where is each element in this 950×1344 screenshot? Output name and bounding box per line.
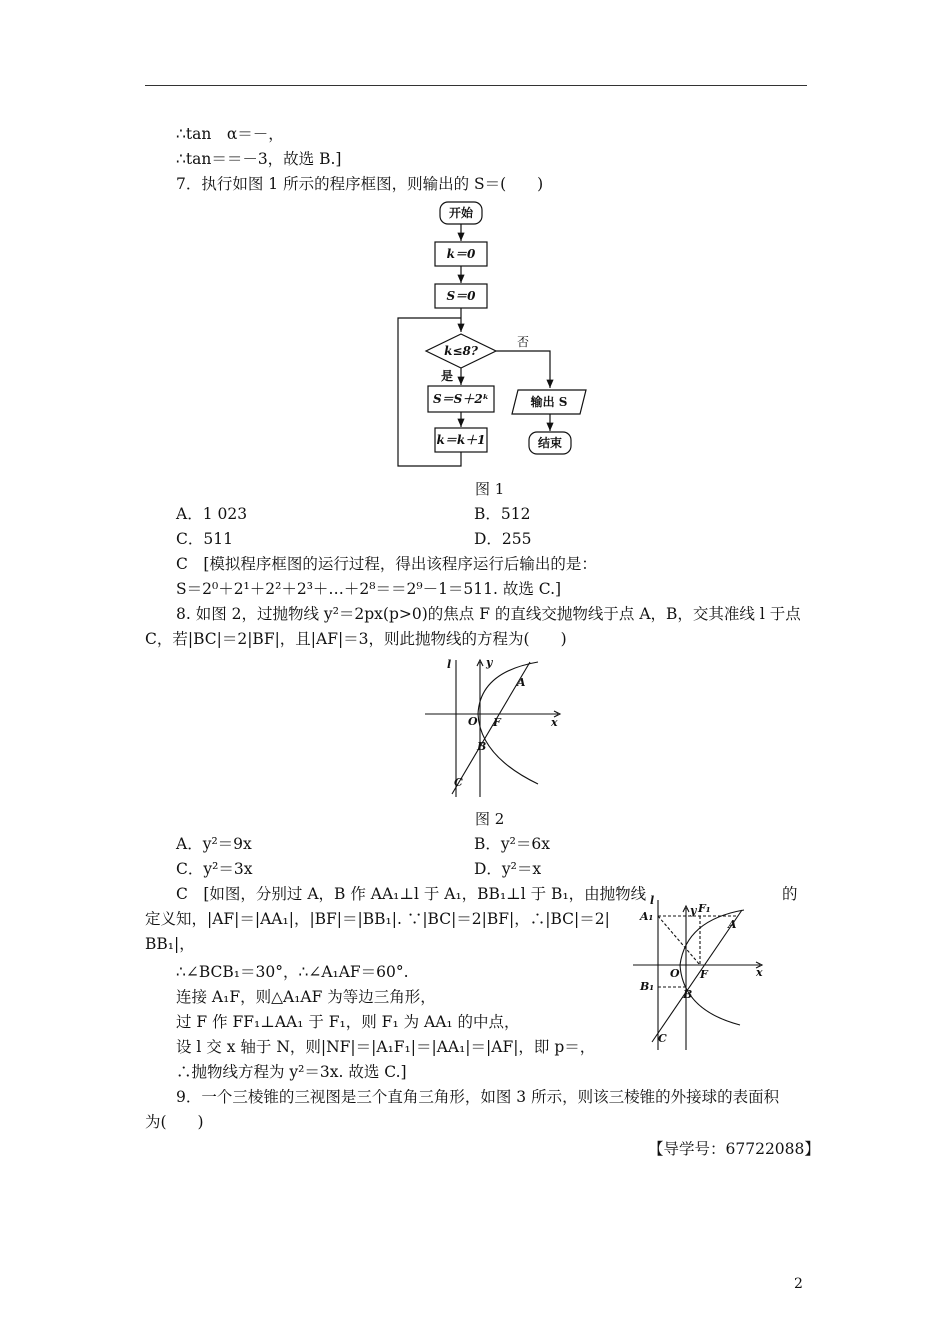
l-label: l — [447, 658, 452, 671]
flowchart-figure — [390, 195, 600, 475]
option-a: A．y²＝9x — [176, 835, 252, 853]
point-c-label: C — [454, 776, 463, 789]
point-b-label: B — [683, 988, 693, 1001]
init-s-label: S＝0 — [446, 289, 476, 303]
solution-line: 设 l 交 x 轴于 N，则|NF|＝|A₁F₁|＝|AA₁|＝|AF|，即 p＝， — [176, 1038, 596, 1056]
focus-label: F — [700, 968, 708, 981]
x-label: x — [551, 716, 558, 729]
start-label: 开始 — [448, 206, 474, 220]
point-a1-label: A₁ — [640, 910, 654, 923]
solution-line: ∴tan α＝－， — [176, 125, 284, 143]
point-b-label: B — [477, 740, 487, 753]
question-9-cont: 为( ) — [145, 1113, 204, 1131]
solution-line: S＝2⁰＋2¹＋2²＋2³＋…＋2⁸＝＝2⁹－1＝511. 故选 C.] — [176, 580, 562, 598]
update-k-label: k＝k＋1 — [436, 433, 486, 447]
question-8: 8. 如图 2，过抛物线 y²＝2px(p>0)的焦点 F 的直线交抛物线于点 A，B，交其准线 l 于点 — [176, 605, 801, 623]
solution-line: ∴tan＝＝－3，故选 B.] — [176, 150, 342, 168]
solution-line: 连接 A₁F，则△A₁AF 为等边三角形， — [176, 988, 436, 1006]
point-c-label: C — [658, 1032, 667, 1045]
no-branch-line — [496, 351, 550, 388]
update-s-label: S＝S＋2ᵏ — [433, 392, 489, 406]
focus-label: F — [493, 716, 501, 729]
option-b: B．512 — [474, 505, 531, 523]
init-k-label: k＝0 — [446, 247, 476, 261]
point-a-label: A — [728, 918, 737, 931]
solution-line: 过 F 作 FF₁⊥AA₁ 于 F₁，则 F₁ 为 AA₁ 的中点， — [176, 1013, 520, 1031]
option-d: D．255 — [474, 530, 532, 548]
l-label: l — [650, 894, 655, 907]
parabola-figure — [420, 652, 570, 802]
option-d: D．y²＝x — [474, 860, 542, 878]
solution-line: 定义知，|AF|＝|AA₁|，|BF|＝|BB₁|. ∵|BC|＝2|BF|，∴|BC|＝2| — [145, 910, 610, 928]
solution-line: C [模拟程序框图的运行过程，得出该程序运行后输出的是： — [176, 555, 597, 573]
condition-label: k≤8? — [444, 344, 478, 358]
yes-label: 是 — [440, 369, 454, 383]
solution-line: ∴抛物线方程为 y²＝3x. 故选 C.] — [176, 1063, 407, 1081]
solution-line: ∴∠BCB₁＝30°，∴∠A₁AF＝60°. — [176, 963, 409, 981]
no-label: 否 — [516, 335, 530, 349]
x-label: x — [756, 966, 763, 979]
y-label: y — [690, 904, 697, 917]
f1-label: F₁ — [698, 902, 711, 915]
solution-line: C [如图，分别过 A，B 作 AA₁⊥l 于 A₁，BB₁⊥l 于 B₁，由抛物线 — [176, 885, 647, 903]
guide-number: 【导学号：67722088】 — [648, 1140, 820, 1158]
figure-2-caption: 图 2 — [475, 810, 505, 828]
point-b1-label: B₁ — [640, 980, 655, 993]
header-rule — [145, 85, 807, 86]
end-label: 结束 — [537, 436, 563, 450]
question-7: 7．执行如图 1 所示的程序框图，则输出的 S＝( ) — [176, 175, 544, 193]
option-c: C．y²＝3x — [176, 860, 253, 878]
solution-line-end: 的 — [782, 885, 798, 903]
option-c: C．511 — [176, 530, 233, 548]
output-label: 输出 S — [530, 395, 568, 409]
origin-label: O — [670, 967, 680, 980]
y-label: y — [486, 656, 493, 669]
a1f-dashed-line — [658, 916, 700, 965]
question-9: 9．一个三棱锥的三视图是三个直角三角形，如图 3 所示，则该三棱锥的外接球的表面积 — [176, 1088, 780, 1106]
parabola-curve — [478, 662, 538, 784]
option-b: B．y²＝6x — [474, 835, 550, 853]
solution-line: BB₁|， — [145, 935, 195, 953]
figure-1-caption: 图 1 — [475, 480, 505, 498]
option-a: A．1 023 — [176, 505, 248, 523]
point-a-label: A — [517, 676, 526, 689]
page-number: 2 — [794, 1276, 803, 1292]
origin-label: O — [468, 715, 478, 728]
question-8-cont: C，若|BC|＝2|BF|，且|AF|＝3，则此抛物线的方程为( ) — [145, 630, 567, 648]
solution-figure — [628, 890, 778, 1055]
